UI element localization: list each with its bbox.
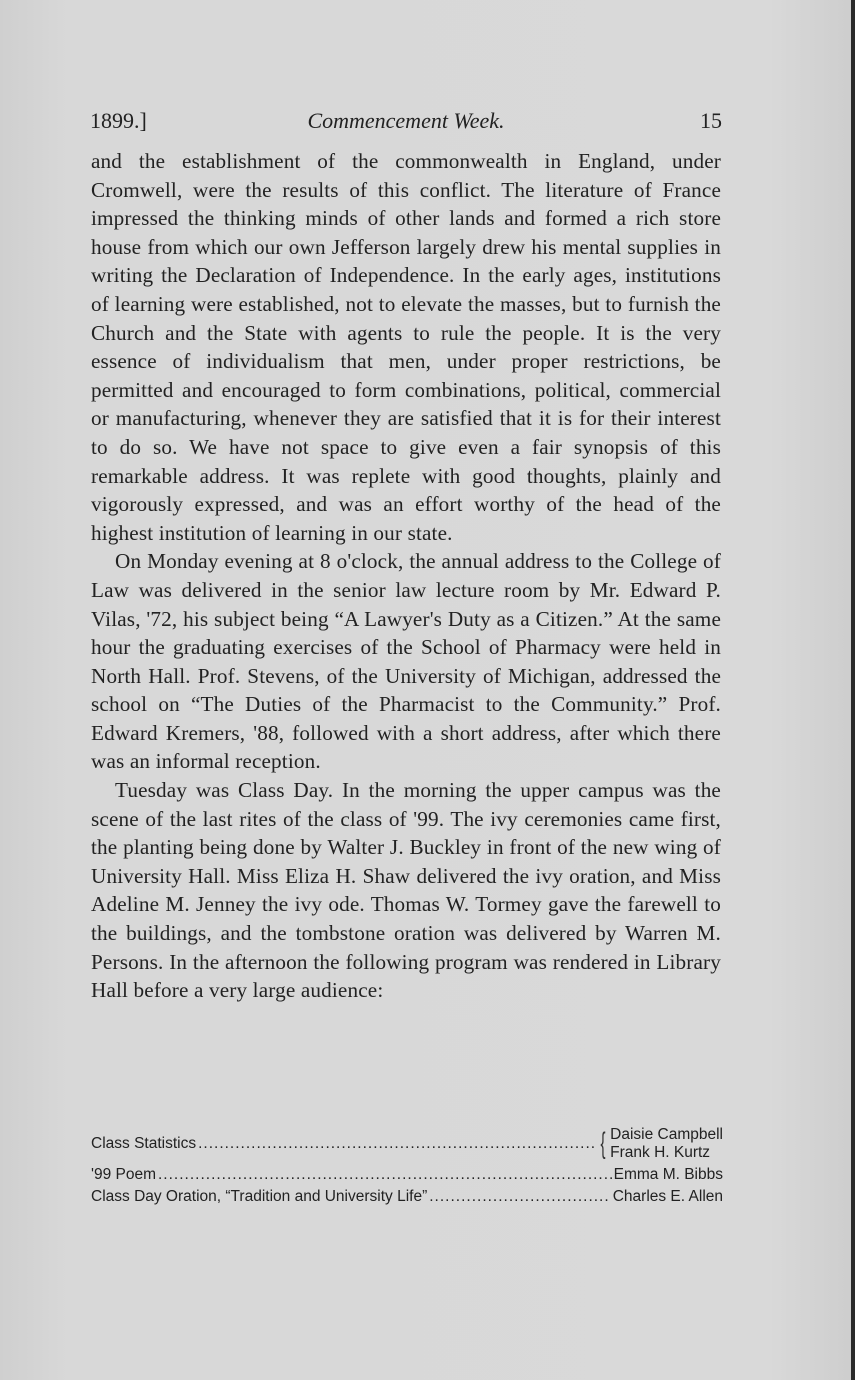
dot-leader [198,1135,596,1153]
performer-name: Charles E. Allen [612,1188,723,1205]
class-day-program [91,1124,723,1208]
program-row-oration [91,1186,723,1208]
program-row-class-statistics [91,1124,723,1164]
program-item: Class Day Oration, “Tradition and University Life” [91,1188,428,1205]
performer-name: Frank H. Kurtz [610,1144,711,1161]
body-text [91,147,721,1005]
dot-leader [429,1188,610,1206]
program-item: Class Statistics [91,1135,197,1152]
header-title: Commencement Week. [307,108,505,133]
paragraph-monday-evening: On Monday evening at 8 o'clock, the annual address to the College of Law was delivered in the senior law lecture room by Mr. Edward P. Vilas, '72, his subject being “A Lawyer's Duty as a Citizen.” At the same hour the graduating exercises of the School of Pharmacy were held in North Hall. Prof. Stevens, of the University of Michigan, addressed the school on “The Duties of the Pharmacist to the Community.” Prof. Edward Kremers, '88, followed with a short address, after which there was an informal reception. [91,549,721,774]
header-year: 1899.] [90,108,147,133]
performer-group [598,1126,723,1162]
performer-names [610,1126,723,1162]
program-item: '99 Poem [91,1166,156,1183]
brace-glyph: { [600,1127,606,1160]
running-header [90,108,722,138]
performer-name: Emma M. Bibbs [613,1166,723,1183]
performer-name: Daisie Campbell [610,1126,723,1143]
program-row-poem [91,1164,723,1186]
page-edge-shadow [851,0,855,1380]
paragraph-continuation: and the establishment of the commonwealth in England, under Cromwell, were the results of this conflict. The literature of France impressed the thinking minds of other lands and formed a rich store house from which our own Jefferson largely drew his mental supplies in writing the Declaration of Independence. In the early ages, institutions of learning were established, not to elevate the masses, but to furnish the Church and the State with agents to rule the people. It is the very essence of individualism that men, under proper restrictions, be permitted and encouraged to form combinations, political, commercial or manufacturing, whenever they are satisfied that it is for their interest to do so. We have not space to give even a fair synopsis of this remarkable address. It was replete with good thoughts, plainly and vigorously expressed, and was an effort worthy of the head of the highest institution of learning in our state. [91,149,721,545]
paragraph-class-day: Tuesday was Class Day. In the morning the upper campus was the scene of the last rites of the class of '99. The ivy ceremonies came first, the planting being done by Walter J. Buckley in front of the new wing of University Hall. Miss Eliza H. Shaw delivered the ivy oration, and Miss Adeline M. Jenney the ivy ode. Thomas W. Tormey gave the farewell to the buildings, and the tombstone oration was delivered by Warren M. Persons. In the afternoon the following program was rendered in Library Hall before a very large audience: [91,778,721,1003]
page-number: 15 [700,108,722,133]
dot-leader [158,1166,612,1184]
